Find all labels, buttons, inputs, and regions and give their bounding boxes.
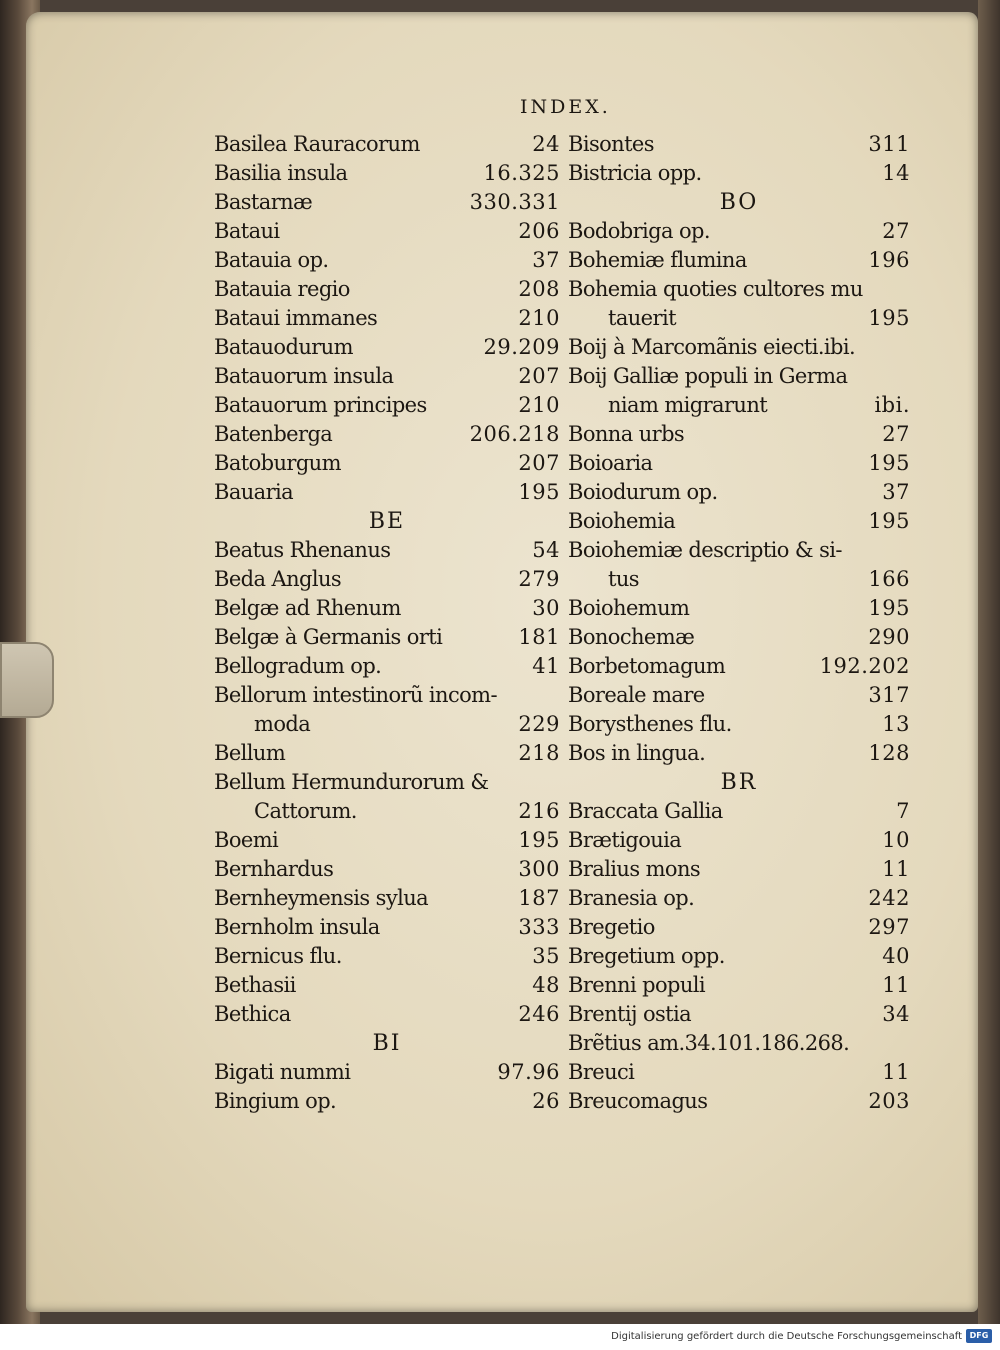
entry-term: Belgæ à Germanis orti [214, 625, 443, 649]
entry-pages: 229 [518, 712, 560, 736]
index-entry [568, 130, 910, 159]
entry-term: Braccata Gallia [568, 799, 723, 823]
index-entry [214, 1000, 560, 1029]
index-entry [568, 217, 910, 246]
entry-pages: 35 [532, 944, 560, 968]
entry-term: Brenni populi [568, 973, 706, 997]
entry-term: Borysthenes flu. [568, 712, 732, 736]
index-entry [568, 594, 910, 623]
entry-term: Boioaria [568, 451, 653, 475]
index-entry [214, 478, 560, 507]
entry-pages: 311 [868, 132, 910, 156]
entry-term: Branesia op. [568, 886, 695, 910]
footer-bar [0, 1324, 1000, 1350]
index-entry [568, 942, 910, 971]
entry-term: Bethica [214, 1002, 291, 1026]
letter-heading: BR [720, 770, 758, 795]
entry-pages: 300 [518, 857, 560, 881]
entry-pages: 11 [882, 1060, 910, 1084]
index-entry [568, 449, 910, 478]
entry-term: Brætigouia [568, 828, 682, 852]
entry-term: Bernhardus [214, 857, 334, 881]
entry-pages: 11 [882, 973, 910, 997]
entry-pages: 27 [882, 422, 910, 446]
dfg-logo-icon: DFG [966, 1329, 992, 1343]
index-column-left [214, 130, 560, 1116]
entry-term: Bonochemæ [568, 625, 695, 649]
index-entry [214, 884, 560, 913]
entry-term: Bellorum intestinorũ incom- [214, 683, 497, 707]
entry-pages: 48 [532, 973, 560, 997]
entry-pages: 330.331 [469, 190, 560, 214]
entry-pages: 128 [868, 741, 910, 765]
index-entry [214, 130, 560, 159]
index-entry [568, 246, 910, 275]
index-entry [214, 565, 560, 594]
entry-term: Beda Anglus [214, 567, 342, 591]
index-entry [214, 855, 560, 884]
entry-term: Boiohemiæ descriptio & si- [568, 538, 842, 562]
index-entry [214, 768, 560, 797]
index-entry [214, 826, 560, 855]
footer-credit: Digitalisierung gefördert durch die Deutsche Forschungsgemeinschaft [611, 1331, 962, 1342]
entry-pages: ibi. [874, 393, 910, 417]
index-entry [214, 942, 560, 971]
entry-pages: 195 [518, 828, 560, 852]
index-entry [568, 304, 910, 333]
index-entry [214, 391, 560, 420]
entry-pages: 166 [868, 567, 910, 591]
index-entry [214, 623, 560, 652]
book-clasp [0, 642, 54, 718]
index-entry [568, 478, 910, 507]
entry-pages: 13 [882, 712, 910, 736]
entry-term: Batenberga [214, 422, 333, 446]
index-entry [214, 449, 560, 478]
index-entry [214, 159, 560, 188]
index-entry [568, 652, 910, 681]
entry-term: Breuci [568, 1060, 635, 1084]
entry-term: Boreale mare [568, 683, 705, 707]
entry-pages: 37 [882, 480, 910, 504]
entry-pages: 208 [518, 277, 560, 301]
entry-term: Bodobriga op. [568, 219, 710, 243]
index-entry [568, 739, 910, 768]
index-entry [214, 333, 560, 362]
entry-term: Bos in lingua. [568, 741, 706, 765]
entry-pages: 333 [518, 915, 560, 939]
entry-pages: 41 [532, 654, 560, 678]
index-entry [568, 565, 910, 594]
entry-pages: 290 [868, 625, 910, 649]
index-entry [214, 1058, 560, 1087]
entry-term: Bohemia quoties cultores mu [568, 277, 863, 301]
entry-term: tauerit [608, 306, 676, 330]
entry-pages: 29.209 [483, 335, 560, 359]
entry-pages: 207 [518, 364, 560, 388]
entry-pages: 195 [868, 509, 910, 533]
entry-pages: 181 [518, 625, 560, 649]
entry-term: Cattorum. [254, 799, 357, 823]
index-entry [568, 826, 910, 855]
entry-pages: 30 [532, 596, 560, 620]
entry-pages: 195 [518, 480, 560, 504]
entry-term: Breucomagus [568, 1089, 708, 1113]
index-entry [568, 333, 910, 362]
index-entry [568, 420, 910, 449]
entry-pages: 14 [882, 161, 910, 185]
index-entry [568, 623, 910, 652]
entry-pages: 246 [518, 1002, 560, 1026]
entry-pages: 218 [518, 741, 560, 765]
index-entry [214, 420, 560, 449]
index-entry [568, 1058, 910, 1087]
entry-term: Borbetomagum [568, 654, 726, 678]
entry-pages: 216 [518, 799, 560, 823]
entry-pages: 195 [868, 596, 910, 620]
entry-term: Bernicus flu. [214, 944, 342, 968]
entry-term: Bralius mons [568, 857, 701, 881]
entry-term: Boiohemum [568, 596, 690, 620]
entry-term: Bernheymensis sylua [214, 886, 429, 910]
index-column-right [568, 130, 910, 1116]
entry-pages: 97.96 [497, 1060, 560, 1084]
entry-term: Bethasii [214, 973, 296, 997]
index-entry [568, 913, 910, 942]
entry-pages: 210 [518, 306, 560, 330]
entry-term: Batauorum principes [214, 393, 427, 417]
letter-heading: BO [719, 190, 759, 215]
entry-term: Brentij ostia [568, 1002, 692, 1026]
entry-term: Bisontes [568, 132, 654, 156]
entry-term: Batauodurum [214, 335, 353, 359]
entry-pages: 7 [896, 799, 910, 823]
index-entry [568, 159, 910, 188]
letter-heading: BE [368, 509, 406, 534]
index-entry [214, 594, 560, 623]
index-entry [568, 507, 910, 536]
entry-term: Basilea Rauracorum [214, 132, 420, 156]
entry-pages: 37 [532, 248, 560, 272]
index-entry [568, 884, 910, 913]
letter-heading: BI [372, 1031, 402, 1056]
entry-term: tus [608, 567, 639, 591]
entry-pages: 195 [868, 451, 910, 475]
index-entry [568, 710, 910, 739]
entry-pages: 317 [868, 683, 910, 707]
entry-term: Batauorum insula [214, 364, 394, 388]
index-entry [214, 362, 560, 391]
index-entry [214, 188, 560, 217]
index-entry [568, 536, 910, 565]
entry-term: Bataui [214, 219, 280, 243]
entry-pages: 26 [532, 1089, 560, 1113]
entry-term: Boiodurum op. [568, 480, 718, 504]
entry-term: Bonna urbs [568, 422, 685, 446]
entry-pages: 242 [868, 886, 910, 910]
entry-term: Basilia insula [214, 161, 348, 185]
entry-pages: 40 [882, 944, 910, 968]
entry-term: Bellum [214, 741, 286, 765]
index-entry [568, 275, 910, 304]
entry-term: Bellum Hermundurorum & [214, 770, 489, 794]
book-cover-right [978, 0, 1000, 1325]
index-entry [214, 739, 560, 768]
entry-pages: 54 [532, 538, 560, 562]
entry-pages: 24 [532, 132, 560, 156]
entry-pages: 297 [868, 915, 910, 939]
entry-term: Batauia regio [214, 277, 350, 301]
index-entry [568, 971, 910, 1000]
index-entry [568, 797, 910, 826]
entry-pages: 206.218 [469, 422, 560, 446]
index-entry [214, 971, 560, 1000]
index-entry [568, 1087, 910, 1116]
entry-term: niam migrarunt [608, 393, 768, 417]
entry-term: Batoburgum [214, 451, 341, 475]
entry-term: Brẽtius am.34.101.186.268. [568, 1031, 850, 1055]
index-entry [568, 362, 910, 391]
entry-term: Boij Galliæ populi in Germa [568, 364, 848, 388]
index-entry [214, 275, 560, 304]
entry-term: Bernholm insula [214, 915, 380, 939]
entry-term: Bohemiæ flumina [568, 248, 747, 272]
entry-pages: 210 [518, 393, 560, 417]
index-entry [568, 1029, 910, 1058]
entry-pages: 34 [882, 1002, 910, 1026]
entry-term: Boemi [214, 828, 279, 852]
entry-pages: 11 [882, 857, 910, 881]
entry-pages: 207 [518, 451, 560, 475]
index-entry [568, 855, 910, 884]
entry-term: Bingium op. [214, 1089, 337, 1113]
index-entry [214, 710, 560, 739]
index-entry [214, 652, 560, 681]
entry-term: Bauaria [214, 480, 294, 504]
entry-term: Batauia op. [214, 248, 329, 272]
entry-term: Belgæ ad Rhenum [214, 596, 401, 620]
index-entry [214, 681, 560, 710]
entry-term: Bellogradum op. [214, 654, 382, 678]
index-entry [214, 1087, 560, 1116]
entry-term: Beatus Rhenanus [214, 538, 391, 562]
entry-term: Boiohemia [568, 509, 676, 533]
index-entry [214, 536, 560, 565]
entry-term: Boij à Marcomãnis eiecti.ibi. [568, 335, 856, 359]
entry-pages: 192.202 [819, 654, 910, 678]
entry-pages: 203 [868, 1089, 910, 1113]
entry-pages: 196 [868, 248, 910, 272]
index-entry [214, 913, 560, 942]
entry-pages: 195 [868, 306, 910, 330]
index-entry [214, 217, 560, 246]
index-entry [214, 304, 560, 333]
entry-pages: 187 [518, 886, 560, 910]
index-entry [568, 391, 910, 420]
index-entry [568, 1000, 910, 1029]
entry-term: Bastarnæ [214, 190, 313, 214]
entry-term: Bigati nummi [214, 1060, 351, 1084]
page-title: INDEX. [520, 96, 611, 118]
entry-term: Bistricia opp. [568, 161, 702, 185]
entry-pages: 279 [518, 567, 560, 591]
entry-term: Bregetio [568, 915, 655, 939]
entry-pages: 10 [882, 828, 910, 852]
entry-term: Bataui immanes [214, 306, 378, 330]
entry-term: moda [254, 712, 311, 736]
index-entry [568, 681, 910, 710]
index-entry [214, 797, 560, 826]
entry-pages: 16.325 [483, 161, 560, 185]
entry-pages: 206 [518, 219, 560, 243]
entry-term: Bregetium opp. [568, 944, 725, 968]
index-entry [214, 246, 560, 275]
entry-pages: 27 [882, 219, 910, 243]
